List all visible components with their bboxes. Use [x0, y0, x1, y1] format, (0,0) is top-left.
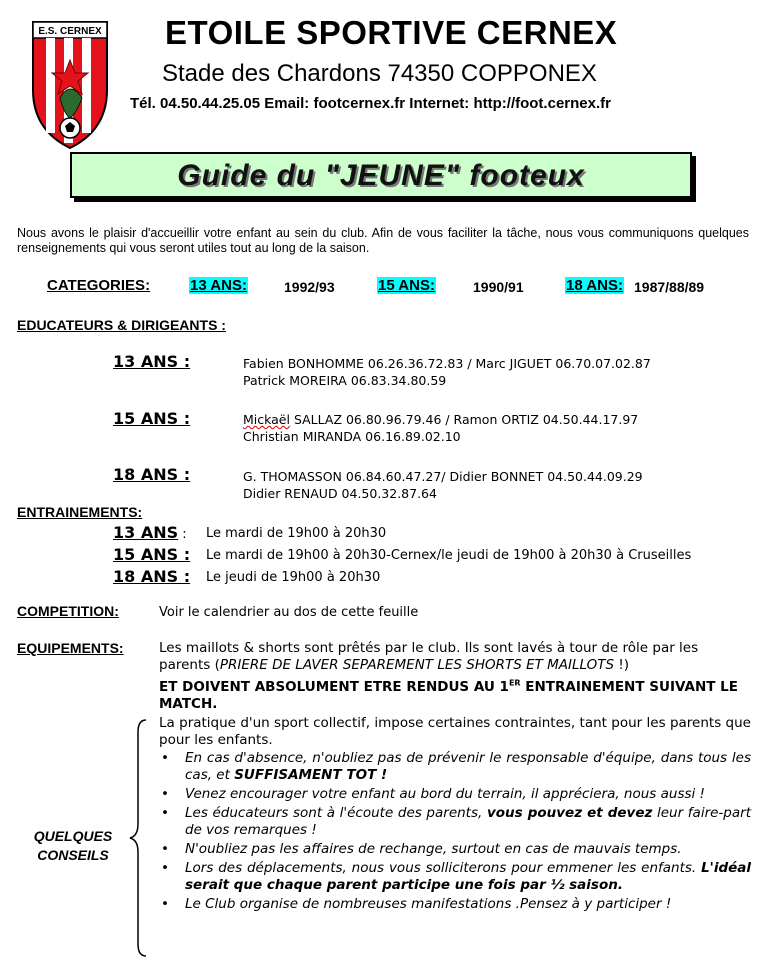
category-18-years: 1987/88/89	[634, 279, 705, 295]
equipements-bold-2: ENTRAINEMENT SUIVANT LE MATCH.	[159, 678, 738, 712]
conseil-text: N'oubliez pas les affaires de rechange, surtout en cas de mauvais temps.	[185, 841, 682, 857]
conseils-label	[28, 827, 118, 865]
conseil-text: Le Club organise de nombreuses manifestations .Pensez à y participer !	[185, 896, 672, 912]
category-15-ans: 15 ANS:	[378, 277, 435, 294]
conseils-block	[159, 715, 751, 915]
equipements-text	[159, 640, 747, 713]
bullet-icon: •	[161, 750, 169, 766]
curly-brace-icon	[128, 718, 148, 958]
entrainement-13-age: 13 ANS	[113, 523, 179, 542]
conseils-label-line2: CONSEILS	[37, 847, 109, 863]
conseil-emphasis: vous pouvez et devez	[486, 805, 653, 821]
equipements-heading: EQUIPEMENTS:	[17, 640, 124, 656]
educateurs-13-line1: Fabien BONHOMME 06.26.36.72.83 / Marc JIGUET 06.70.07.02.87	[243, 356, 651, 371]
educateurs-15-line1	[243, 411, 638, 428]
conseil-text: Les éducateurs sont à l'écoute des parents,	[185, 805, 487, 821]
conseil-emphasis: SUFFISAMENT TOT !	[234, 767, 388, 783]
bullet-icon: •	[161, 841, 169, 857]
educateurs-18-label: 18 ANS :	[113, 465, 191, 484]
educateurs-18-names	[243, 468, 643, 502]
equipements-bold-1: ET DOIVENT ABSOLUMENT ETRE RENDUS AU 1	[159, 678, 509, 695]
conseil-item	[161, 860, 751, 894]
educateurs-15-line1-rest: SALLAZ 06.80.96.79.46 / Ramon ORTIZ 04.50.44.17.97	[289, 412, 639, 427]
bullet-icon: •	[161, 860, 169, 876]
conseils-label-line1: QUELQUES	[33, 828, 113, 844]
logo-text: E.S. CERNEX	[38, 26, 102, 37]
educateurs-13-line2: Patrick MOREIRA 06.83.34.80.59	[243, 373, 447, 388]
conseil-item	[161, 841, 751, 858]
club-contact: Tél. 04.50.44.25.05 Email: footcernex.fr Internet: http://foot.cernex.fr	[130, 95, 611, 112]
entrainements-heading: ENTRAINEMENTS:	[17, 504, 143, 520]
educateurs-15-label: 15 ANS :	[113, 409, 191, 428]
bullet-icon: •	[161, 805, 169, 821]
guide-title-box	[70, 152, 692, 198]
conseil-emphasis: L'idéal serait que chaque parent participe une fois par ½ saison.	[185, 860, 751, 893]
educateurs-heading: EDUCATEURS & DIRIGEANTS :	[17, 317, 226, 333]
entrainement-13-label	[113, 523, 187, 543]
bullet-icon: •	[161, 786, 169, 802]
entrainement-13-text: Le mardi de 19h00 à 20h30	[206, 526, 387, 541]
category-15-years: 1990/91	[473, 279, 524, 295]
equipements-text-2: !)	[614, 657, 630, 673]
conseil-text: Lors des déplacements, nous vous solliciterons pour emmener les enfants.	[185, 860, 702, 876]
equipements-text-italic: PRIERE DE LAVER SEPAREMENT LES SHORTS ET MAILLOTS	[219, 657, 615, 673]
entrainement-15-age: 15 ANS :	[113, 545, 191, 564]
conseils-list	[159, 750, 751, 913]
conseil-text: Venez encourager votre enfant au bord du terrain, il appréciera, nous aussi !	[185, 786, 705, 802]
educateurs-13-names	[243, 355, 651, 389]
educateurs-15-firstname: Mickaël	[243, 412, 290, 427]
equipements-text-1: Les maillots & shorts sont prêtés par le club. Ils sont lavés à tour de rôle par les parents (	[159, 640, 699, 673]
club-title: ETOILE SPORTIVE CERNEX	[165, 14, 618, 51]
equipements-bold	[159, 679, 738, 712]
equipements-bold-sup: ER	[508, 678, 521, 687]
guide-title: Guide du "JEUNE" footeux	[177, 159, 585, 192]
conseil-text: En cas d'absence, n'oubliez pas de prévenir le responsable d'équipe, dans tous les cas, et	[185, 750, 751, 783]
conseil-item	[161, 786, 751, 803]
conseil-text-end: leur faire-part de vos remarques !	[185, 805, 751, 838]
educateurs-15-names	[243, 411, 638, 445]
competition-heading: COMPETITION:	[17, 603, 119, 619]
conseil-item	[161, 896, 751, 913]
category-13-ans: 13 ANS:	[190, 277, 247, 294]
conseil-item	[161, 805, 751, 839]
conseils-intro: La pratique d'un sport collectif, impose certaines contraintes, tant pour les parents que pour les enfants.	[159, 715, 751, 748]
club-logo	[30, 20, 110, 155]
categories-label: CATEGORIES:	[47, 277, 151, 294]
category-13-years: 1992/93	[284, 279, 335, 295]
entrainement-18-age: 18 ANS :	[113, 567, 191, 586]
bullet-icon: •	[161, 896, 169, 912]
conseil-item	[161, 750, 751, 784]
educateurs-13-label: 13 ANS :	[113, 352, 191, 371]
educateurs-18-line1: G. THOMASSON 06.84.60.47.27/ Didier BONNET 04.50.44.09.29	[243, 469, 643, 484]
entrainement-18-text: Le jeudi de 19h00 à 20h30	[206, 570, 381, 585]
educateurs-15-line2: Christian MIRANDA 06.16.89.02.10	[243, 429, 461, 444]
entrainement-13-sep: :	[178, 527, 187, 542]
club-address: Stade des Chardons 74350 COPPONEX	[162, 60, 597, 87]
intro-paragraph: Nous avons le plaisir d'accueillir votre enfant au sein du club. Afin de vous faciliter la tâche, nous vous communiquons quelques renseignements qui vous seront utiles tout au long de la saison.	[17, 226, 749, 255]
educateurs-18-line2: Didier RENAUD 04.50.32.87.64	[243, 486, 437, 501]
category-18-ans: 18 ANS:	[566, 277, 623, 294]
competition-text: Voir le calendrier au dos de cette feuille	[159, 605, 419, 620]
entrainement-15-text: Le mardi de 19h00 à 20h30-Cernex/le jeudi de 19h00 à 20h30 à Cruseilles	[206, 548, 692, 563]
